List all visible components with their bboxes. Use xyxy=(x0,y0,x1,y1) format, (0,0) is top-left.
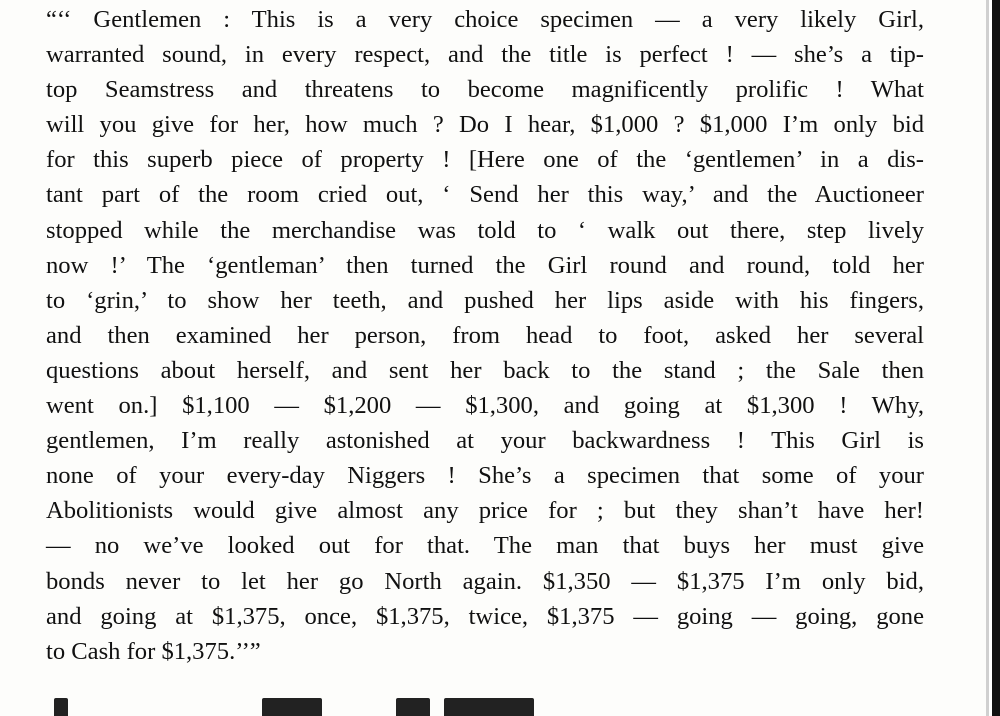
text-line: went on.] $1,100 — $1,200 — $1,300, and going at $1,300 ! Why, xyxy=(46,392,924,420)
text-line: gentlemen, I’m really astonished at your backwardness ! This Girl is xyxy=(46,427,924,455)
text-line-last: to Cash for $1,375.’’” xyxy=(46,637,261,665)
scan-edge xyxy=(986,0,1000,716)
text-line: questions about herself, and sent her back to the stand ; the Sale then xyxy=(46,356,924,384)
text-line: Abolitionists would give almost any price for ; but they shan’t have her! xyxy=(46,497,924,525)
text-line: top Seamstress and threatens to become magnificently prolific ! What xyxy=(46,76,924,104)
text-line: now !’ The ‘gentleman’ then turned the Girl round and round, told her xyxy=(46,251,924,279)
text-line: bonds never to let her go North again. $1,350 — $1,375 I’m only bid, xyxy=(46,567,924,595)
text-line: to ‘grin,’ to show her teeth, and pushed her lips aside with his fingers, xyxy=(46,286,924,314)
text-line: — no we’ve looked out for that. The man that buys her must give xyxy=(46,532,924,560)
text-line: none of your every-day Niggers ! She’s a specimen that some of your xyxy=(46,462,924,490)
text-line: will you give for her, how much ? Do I hear, $1,000 ? $1,000 I’m only bid xyxy=(46,111,924,139)
text-line: and going at $1,375, once, $1,375, twice, $1,375 — going — going, gone xyxy=(46,602,924,630)
document-body xyxy=(46,2,924,669)
text-line: stopped while the merchandise was told to ‘ walk out there, step lively xyxy=(46,216,924,244)
cropped-next-line xyxy=(46,698,924,716)
text-line: tant part of the room cried out, ‘ Send her this way,’ and the Auctioneer xyxy=(46,181,924,209)
text-line: for this superb piece of property ! [Here one of the ‘gentlemen’ in a dis- xyxy=(46,146,924,174)
text-line: warranted sound, in every respect, and the title is perfect ! — she’s a tip- xyxy=(46,41,924,69)
text-line: “‘‘ Gentlemen : This is a very choice specimen — a very likely Girl, xyxy=(46,6,924,33)
text-line: and then examined her person, from head to foot, asked her several xyxy=(46,321,924,349)
